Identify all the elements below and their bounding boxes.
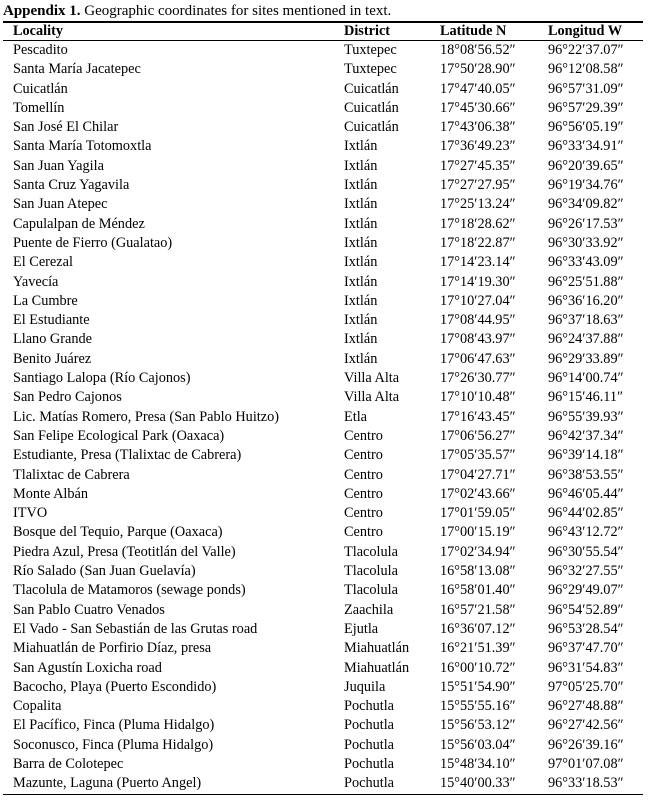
cell-locality: Pescadito <box>13 42 68 58</box>
cell-longitude: 96°44′02.85″ <box>548 505 624 522</box>
cell-latitude: 15°56′53.12″ <box>440 717 516 734</box>
cell-latitude: 16°58′01.40″ <box>440 582 516 599</box>
caption-lead: Appendix 1. <box>3 3 81 19</box>
table-row <box>3 543 643 562</box>
cell-district: Ixtlán <box>344 350 378 367</box>
cell-district: Villa Alta <box>344 389 400 406</box>
cell-longitude: 96°57′29.39″ <box>548 99 624 116</box>
table-row <box>3 562 643 581</box>
cell-locality: La Cumbre <box>13 292 78 309</box>
cell-district: Centro <box>344 485 383 502</box>
cell-locality: Cuicatlán <box>13 80 68 97</box>
cell-locality: Barra de Colotepec <box>13 755 124 772</box>
cell-longitude: 96°54′52.89″ <box>548 601 624 618</box>
cell-longitude: 96°42′37.34″ <box>548 427 624 444</box>
cell-locality: Piedra Azul, Presa (Teotitlán del Valle) <box>13 543 236 560</box>
cell-district: Villa Alta <box>344 370 400 387</box>
cell-district: Ixtlán <box>344 234 378 251</box>
cell-latitude: 17°01′59.05″ <box>440 505 516 522</box>
cell-locality: El Cerezal <box>13 254 73 271</box>
cell-latitude: 17°08′43.97″ <box>440 331 516 348</box>
cell-locality: Santa María Jacatepec <box>13 61 141 78</box>
cell-longitude: 96°30′33.92″ <box>548 234 624 251</box>
cell-latitude: 16°36′07.12″ <box>440 620 516 637</box>
cell-longitude: 96°43′12.72″ <box>548 524 624 541</box>
cell-latitude: 17°26′30.77″ <box>440 370 516 387</box>
cell-district: Centro <box>344 427 383 444</box>
cell-locality: Soconusco, Finca (Pluma Hidalgo) <box>13 736 214 753</box>
table-row <box>3 408 643 427</box>
table-row <box>3 523 643 542</box>
table-row <box>3 60 643 79</box>
cell-locality: Llano Grande <box>13 331 92 348</box>
cell-latitude: 15°40′00.33″ <box>430 774 538 794</box>
table-row <box>3 118 643 137</box>
cell-longitude: 96°27′42.56″ <box>548 717 624 734</box>
cell-district: Pochutla <box>344 717 395 734</box>
cell-district: Tlacolula <box>344 543 398 560</box>
cell-latitude: 15°48′34.10″ <box>440 755 516 772</box>
cell-locality: Mazunte, Laguna (Puerto Angel) <box>3 774 334 794</box>
cell-locality: Tlalixtac de Cabrera <box>13 466 130 483</box>
cell-district: Tuxtepec <box>344 61 397 78</box>
cell-longitude: 96°39′14.18″ <box>548 447 624 464</box>
cell-longitude: 96°33′18.53″ <box>538 774 643 794</box>
cell-locality: Estudiante, Presa (Tlalixtac de Cabrera) <box>13 447 242 464</box>
cell-locality: Río Salado (San Juan Guelavía) <box>13 563 196 580</box>
cell-latitude: 18°08′56.52″ <box>440 42 516 58</box>
cell-latitude: 17°14′23.14″ <box>440 254 516 271</box>
header-longitude: Longitud W <box>538 22 643 41</box>
cell-longitude: 96°27′48.88″ <box>548 698 624 715</box>
header-locality: Locality <box>3 22 334 41</box>
table-row <box>3 253 643 272</box>
cell-district: Cuicatlán <box>344 119 399 136</box>
table-row <box>3 137 643 156</box>
cell-longitude: 96°56′05.19″ <box>548 119 624 136</box>
cell-longitude: 96°46′05.44″ <box>548 485 624 502</box>
cell-district: Juquila <box>344 678 386 695</box>
cell-longitude: 96°24′37.88″ <box>548 331 624 348</box>
cell-longitude: 96°29′49.07″ <box>548 582 624 599</box>
table-row <box>3 176 643 195</box>
cell-district: Pochutla <box>334 774 430 794</box>
cell-longitude: 96°29′33.89″ <box>548 350 624 367</box>
cell-latitude: 17°08′44.95″ <box>440 312 516 329</box>
table-row <box>3 311 643 330</box>
cell-latitude: 16°00′10.72″ <box>440 659 516 676</box>
cell-locality: Miahuatlán de Porfirio Díaz, presa <box>13 640 212 657</box>
cell-longitude: 96°33′43.09″ <box>548 254 624 271</box>
cell-longitude: 97°01′07.08″ <box>548 755 624 772</box>
table-row <box>3 446 643 465</box>
cell-district: Centro <box>344 447 383 464</box>
table-row <box>3 466 643 485</box>
cell-longitude: 96°22′37.07″ <box>548 42 624 58</box>
cell-district: Ixtlán <box>344 273 378 290</box>
cell-locality: Bosque del Tequio, Parque (Oaxaca) <box>13 524 223 541</box>
cell-latitude: 17°10′27.04″ <box>440 292 516 309</box>
cell-latitude: 16°21′51.39″ <box>440 640 516 657</box>
table-row <box>3 427 643 446</box>
table-row <box>3 215 643 234</box>
header-district: District <box>334 22 430 41</box>
table-body <box>3 41 643 795</box>
cell-longitude: 96°19′34.76″ <box>548 177 624 194</box>
table-row <box>3 485 643 504</box>
cell-latitude: 15°51′54.90″ <box>440 678 516 695</box>
cell-latitude: 17°16′43.45″ <box>440 408 516 425</box>
cell-longitude: 96°26′39.16″ <box>548 736 624 753</box>
cell-locality: Capulalpan de Méndez <box>13 215 145 232</box>
cell-latitude: 15°55′55.16″ <box>440 698 516 715</box>
cell-longitude: 96°33′34.91″ <box>548 138 624 155</box>
cell-longitude: 96°25′51.88″ <box>548 273 624 290</box>
cell-locality: Puente de Fierro (Gualatao) <box>13 234 173 251</box>
cell-district: Centro <box>344 505 383 522</box>
table-row <box>3 774 643 794</box>
table-row <box>3 620 643 639</box>
cell-latitude: 17°02′34.94″ <box>440 543 516 560</box>
table-row <box>3 601 643 620</box>
cell-longitude: 96°14′00.74″ <box>548 370 624 387</box>
table-row <box>3 273 643 292</box>
table-row <box>3 639 643 658</box>
cell-longitude: 96°38′53.55″ <box>548 466 624 483</box>
table-header-row <box>3 22 643 41</box>
table-row <box>3 80 643 99</box>
table-row <box>3 195 643 214</box>
cell-locality: San José El Chilar <box>13 119 119 136</box>
cell-district: Tlacolula <box>344 582 398 599</box>
cell-longitude: 96°34′09.82″ <box>548 196 624 213</box>
cell-district: Centro <box>344 524 383 541</box>
table-row <box>3 292 643 311</box>
cell-latitude: 17°45′30.66″ <box>440 99 516 116</box>
cell-locality: San Juan Yagila <box>13 157 104 174</box>
table-row <box>3 350 643 369</box>
cell-district: Ixtlán <box>344 292 378 309</box>
cell-latitude: 17°14′19.30″ <box>440 273 516 290</box>
cell-locality: San Pedro Cajonos <box>13 389 122 406</box>
table-row <box>3 99 643 118</box>
cell-latitude: 15°56′03.04″ <box>440 736 516 753</box>
cell-locality: Copalita <box>13 698 62 715</box>
table-row <box>3 330 643 349</box>
cell-district: Ixtlán <box>344 331 378 348</box>
cell-latitude: 17°25′13.24″ <box>440 196 516 213</box>
cell-longitude: 96°31′54.83″ <box>548 659 624 676</box>
cell-latitude: 17°04′27.71″ <box>440 466 516 483</box>
cell-district: Zaachila <box>344 601 394 618</box>
table-row <box>3 504 643 523</box>
cell-district: Ixtlán <box>344 157 378 174</box>
cell-district: Ixtlán <box>344 138 378 155</box>
table-row <box>3 678 643 697</box>
cell-district: Etla <box>344 408 368 425</box>
cell-locality: Benito Juárez <box>13 350 92 367</box>
cell-locality: San Juan Atepec <box>13 196 108 213</box>
cell-longitude: 96°12′08.58″ <box>548 61 624 78</box>
cell-longitude: 96°32′27.55″ <box>548 563 624 580</box>
cell-latitude: 17°18′22.87″ <box>440 234 516 251</box>
cell-latitude: 17°36′49.23″ <box>440 138 516 155</box>
cell-latitude: 17°02′43.66″ <box>440 485 516 502</box>
header-latitude: Latitude N <box>430 22 538 41</box>
table-row <box>3 697 643 716</box>
cell-district: Centro <box>344 466 383 483</box>
coordinates-table <box>3 21 643 795</box>
cell-locality: Tlacolula de Matamoros (sewage ponds) <box>13 582 246 599</box>
table-caption <box>3 2 391 20</box>
cell-district: Pochutla <box>344 755 395 772</box>
cell-locality: Santa Cruz Yagavila <box>13 177 130 194</box>
cell-district: Ejutla <box>344 620 379 637</box>
cell-longitude: 96°20′39.65″ <box>548 157 624 174</box>
cell-district: Ixtlán <box>344 312 378 329</box>
table-row <box>3 581 643 600</box>
cell-longitude: 96°55′39.93″ <box>548 408 624 425</box>
cell-latitude: 16°57′21.58″ <box>440 601 516 618</box>
cell-longitude: 96°37′18.63″ <box>548 312 624 329</box>
cell-district: Tlacolula <box>344 563 398 580</box>
cell-locality: Lic. Matías Romero, Presa (San Pablo Huitzo) <box>13 408 280 425</box>
cell-latitude: 17°27′27.95″ <box>440 177 516 194</box>
cell-district: Cuicatlán <box>344 99 399 116</box>
cell-locality: Santiago Lalopa (Río Cajonos) <box>13 370 191 387</box>
table-row <box>3 755 643 774</box>
cell-locality: Monte Albán <box>13 485 89 502</box>
table-row <box>3 388 643 407</box>
cell-latitude: 17°47′40.05″ <box>440 80 516 97</box>
cell-longitude: 96°57′31.09″ <box>548 80 624 97</box>
cell-longitude: 96°30′55.54″ <box>548 543 624 560</box>
cell-latitude: 17°06′47.63″ <box>440 350 516 367</box>
cell-locality: Tomellín <box>13 99 65 116</box>
cell-latitude: 17°00′15.19″ <box>440 524 516 541</box>
cell-latitude: 17°10′10.48″ <box>440 389 516 406</box>
table-row <box>3 234 643 253</box>
cell-locality: San Agustín Loxicha road <box>13 659 162 676</box>
cell-district: Pochutla <box>344 698 395 715</box>
cell-locality: Bacocho, Playa (Puerto Escondido) <box>13 678 217 695</box>
caption-text: Geographic coordinates for sites mentioned in text. <box>80 3 392 19</box>
cell-locality: El Estudiante <box>13 312 90 329</box>
cell-district: Ixtlán <box>344 177 378 194</box>
cell-latitude: 16°58′13.08″ <box>440 563 516 580</box>
cell-longitude: 96°37′47.70″ <box>548 640 624 657</box>
cell-latitude: 17°06′56.27″ <box>440 427 516 444</box>
table-row <box>3 369 643 388</box>
cell-longitude: 96°26′17.53″ <box>548 215 624 232</box>
cell-latitude: 17°43′06.38″ <box>440 119 516 136</box>
cell-locality: El Vado - San Sebastián de las Grutas road <box>13 620 258 637</box>
cell-longitude: 97°05′25.70″ <box>548 678 624 695</box>
table-row <box>3 41 643 61</box>
table-row <box>3 157 643 176</box>
cell-district: Pochutla <box>344 736 395 753</box>
cell-district: Ixtlán <box>344 196 378 213</box>
cell-locality: Santa María Totomoxtla <box>13 138 152 155</box>
cell-latitude: 17°18′28.62″ <box>440 215 516 232</box>
table-row <box>3 659 643 678</box>
cell-locality: San Pablo Cuatro Venados <box>13 601 165 618</box>
cell-longitude: 96°15′46.11″ <box>548 389 624 406</box>
cell-latitude: 17°27′45.35″ <box>440 157 516 174</box>
cell-locality: Yavecía <box>13 273 59 290</box>
cell-latitude: 17°05′35.57″ <box>440 447 516 464</box>
cell-district: Miahuatlán <box>344 659 410 676</box>
cell-district: Ixtlán <box>344 254 378 271</box>
table-row <box>3 736 643 755</box>
cell-longitude: 96°36′16.20″ <box>548 292 624 309</box>
cell-locality: El Pacífico, Finca (Pluma Hidalgo) <box>13 717 215 734</box>
cell-locality: San Felipe Ecological Park (Oaxaca) <box>13 427 225 444</box>
cell-district: Miahuatlán <box>344 640 410 657</box>
cell-latitude: 17°50′28.90″ <box>440 61 516 78</box>
cell-longitude: 96°53′28.54″ <box>548 620 624 637</box>
cell-locality: ITVO <box>13 505 48 522</box>
cell-district: Ixtlán <box>344 215 378 232</box>
table-row <box>3 716 643 735</box>
cell-district: Cuicatlán <box>344 80 399 97</box>
cell-district: Tuxtepec <box>344 42 397 58</box>
